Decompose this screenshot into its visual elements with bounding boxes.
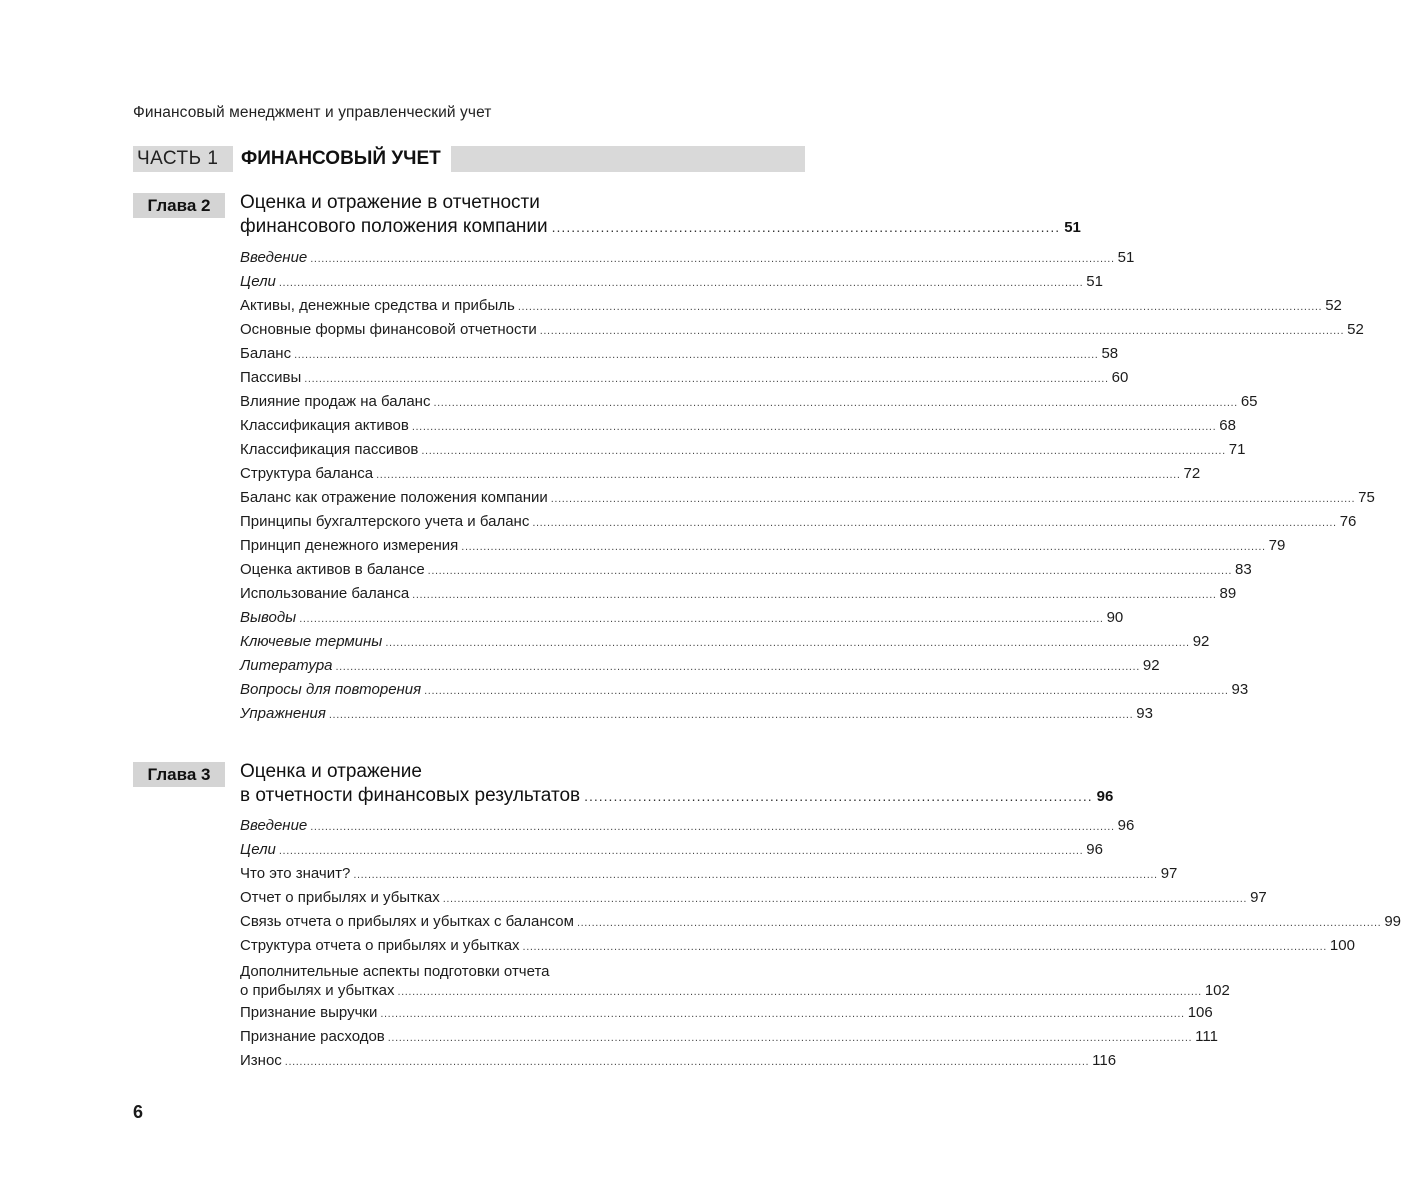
toc-entry-title: Оценка активов в балансе [240, 561, 425, 578]
toc-entry-title: Основные формы финансовой отчетности [240, 321, 537, 338]
part-bar-fill [451, 146, 805, 172]
toc-entry-page: 116 [1092, 1052, 1117, 1069]
toc-entry-title: Баланс как отражение положения компании [240, 489, 548, 506]
toc-entry-title: Цели [240, 841, 276, 858]
toc-entry-title: Введение [240, 817, 308, 834]
toc-entry[interactable] [240, 609, 1124, 633]
leader-dots: ............................................................................................................................................................................................................................ [294, 349, 1099, 361]
toc-entry-page: 51 [1086, 273, 1103, 290]
leader-dots: ............................................................................................................................................................................................................................ [299, 613, 1104, 625]
chapter-title-line1: Оценка и отражение в отчетности [240, 192, 540, 213]
toc-entry-title: Влияние продаж на баланс [240, 393, 431, 410]
toc-entry-title: Износ [240, 1052, 282, 1069]
toc-entry-page: 60 [1111, 369, 1129, 386]
leader-dots: ............................................................................................................................................................................................................................ [397, 986, 1202, 998]
leader-dots: ............................................................................................................................................................................................................................ [278, 845, 1084, 857]
toc-entry-title: Введение [240, 249, 308, 266]
leader-dots: ............................................................................................................................................................................................................................ [310, 253, 1115, 265]
leader-dots: ............................................................................................................................................................................................................................ [412, 589, 1217, 601]
leader-dots: ............................................................................................................................................................................................................................ [576, 917, 1382, 929]
leader-dots: ............................................................................................................................................................................................................................ [380, 1008, 1185, 1020]
leader-dots: ............................................................................................................................................................................................................................ [411, 421, 1217, 433]
toc-entry-title: Выводы [240, 609, 297, 626]
toc-entry[interactable] [240, 417, 1236, 441]
leader-dots: ............................................................................................................................................................................................................................ [532, 517, 1337, 529]
toc-entry[interactable] [240, 345, 1119, 369]
toc-entry-page: 92 [1142, 657, 1160, 674]
leader-dots: ............................................................................................................................................................................................................................ [522, 941, 1327, 953]
toc-entry-title: Классификация пассивов [240, 441, 419, 458]
chapter-page: 96 [1096, 788, 1114, 805]
toc-entry-title: Активы, денежные средства и прибыль [240, 297, 515, 314]
leader-dots: ............................................................................................................................................................................................................................ [353, 869, 1158, 881]
toc-entry[interactable] [240, 297, 1342, 321]
leader-dots: ............................................................................................................................................................................................................................ [550, 493, 1356, 505]
toc-entry-page: 71 [1228, 441, 1246, 458]
toc-entry[interactable] [240, 633, 1210, 657]
toc-entry-page: 99 [1384, 913, 1401, 930]
toc-entry[interactable] [240, 681, 1249, 705]
toc-entry-page: 75 [1358, 489, 1375, 506]
toc-entry[interactable] [240, 441, 1246, 465]
toc-entry[interactable] [240, 561, 1252, 585]
toc-entry[interactable] [240, 913, 1401, 937]
toc-entry-title: Признание расходов [240, 1028, 385, 1045]
chapter-label: Глава 2 [133, 193, 225, 218]
toc-entry-title: Вопросы для повторения [240, 681, 422, 698]
toc-entry-page: 96 [1117, 817, 1135, 834]
toc-entry-page: 93 [1231, 681, 1249, 698]
toc-entry[interactable] [240, 489, 1375, 513]
toc-entry[interactable] [240, 369, 1129, 393]
leader-dots: ............................................................................................................................................................................................................................ [442, 893, 1248, 905]
toc-entry-page: 83 [1235, 561, 1252, 578]
toc-entry-title: Классификация активов [240, 417, 409, 434]
leader-dots: ............................................................................................................................................................................................................................ [387, 1032, 1193, 1044]
toc-entry-title: Литература [240, 657, 333, 674]
toc-entry-page: 93 [1136, 705, 1153, 722]
toc-entry[interactable] [240, 465, 1201, 489]
toc-entry-page: 89 [1219, 585, 1237, 602]
toc-entry[interactable] [240, 513, 1357, 537]
toc-entry[interactable] [240, 961, 1230, 1004]
toc-entry-title-cont: о прибылях и убытках [240, 982, 395, 999]
chapter-toc [240, 817, 1401, 1076]
toc-entry[interactable] [240, 1028, 1218, 1052]
toc-entry-page: 51 [1117, 249, 1135, 266]
toc-entry-page: 76 [1339, 513, 1357, 530]
toc-entry[interactable] [240, 585, 1237, 609]
leader-dots: ........................................................................................................ [551, 219, 1061, 235]
leader-dots: ............................................................................................................................................................................................................................ [433, 397, 1238, 409]
toc-entry-title: Дополнительные аспекты подготовки отчета [240, 963, 550, 980]
toc-entry[interactable] [240, 841, 1103, 865]
toc-entry-page: 97 [1160, 865, 1178, 882]
toc-entry-title: Пассивы [240, 369, 302, 386]
toc-entry-title: Ключевые термины [240, 633, 383, 650]
toc-entry[interactable] [240, 1052, 1117, 1076]
toc-entry[interactable] [240, 937, 1355, 961]
leader-dots: ............................................................................................................................................................................................................................ [461, 541, 1266, 553]
chapter-page: 51 [1064, 219, 1081, 236]
part-header [133, 146, 805, 172]
toc-entry[interactable] [240, 1004, 1213, 1028]
running-head: Финансовый менеджмент и управленческий учет [133, 104, 492, 121]
part-title: ФИНАНСОВЫЙ УЧЕТ [241, 148, 441, 169]
chapter-toc [240, 249, 1375, 729]
leader-dots: ............................................................................................................................................................................................................................ [278, 277, 1084, 289]
toc-entry-title: Признание выручки [240, 1004, 378, 1021]
toc-entry-page: 58 [1101, 345, 1119, 362]
toc-entry[interactable] [240, 273, 1103, 297]
toc-entry-title: Упражнения [240, 705, 326, 722]
toc-entry[interactable] [240, 537, 1286, 561]
chapter-title[interactable] [240, 760, 1114, 809]
toc-entry-title: Принцип денежного измерения [240, 537, 459, 554]
leader-dots: ............................................................................................................................................................................................................................ [427, 565, 1233, 577]
toc-entry-title: Отчет о прибылях и убытках [240, 889, 440, 906]
leader-dots: ............................................................................................................................................................................................................................ [376, 469, 1181, 481]
toc-entry[interactable] [240, 249, 1135, 273]
toc-entry-page: 111 [1195, 1028, 1218, 1045]
toc-entry-page: 97 [1250, 889, 1267, 906]
chapter-title-line2: в отчетности финансовых результатов [240, 785, 581, 806]
part-title-box [233, 146, 451, 172]
part-number: ЧАСТЬ 1 [137, 148, 219, 169]
chapter-title[interactable] [240, 191, 1081, 240]
toc-entry-page: 68 [1219, 417, 1236, 434]
toc-entry-title: Использование баланса [240, 585, 410, 602]
toc-entry-page: 92 [1192, 633, 1210, 650]
toc-entry-page: 106 [1187, 1004, 1213, 1021]
toc-entry-page: 90 [1106, 609, 1124, 626]
leader-dots: ............................................................................................................................................................................................................................ [304, 373, 1109, 385]
toc-entry-page: 65 [1240, 393, 1258, 410]
leader-dots: ............................................................................................................................................................................................................................ [517, 301, 1323, 313]
toc-entry-title: Цели [240, 273, 276, 290]
chapter-title-line2: финансового положения компании [240, 216, 548, 237]
toc-entry[interactable] [240, 889, 1267, 913]
leader-dots: ............................................................................................................................................................................................................................ [424, 685, 1229, 697]
leader-dots: ............................................................................................................................................................................................................................ [539, 325, 1345, 337]
leader-dots: ............................................................................................................................................................................................................................ [328, 709, 1134, 721]
toc-entry-page: 52 [1325, 297, 1342, 314]
toc-entry[interactable] [240, 865, 1178, 889]
page-number: 6 [133, 1102, 144, 1122]
toc-entry-page: 72 [1183, 465, 1201, 482]
toc-entry[interactable] [240, 817, 1135, 841]
chapter-label: Глава 3 [133, 762, 225, 787]
toc-entry-page: 79 [1268, 537, 1286, 554]
toc-entry-page: 52 [1347, 321, 1364, 338]
chapter-title-line1: Оценка и отражение [240, 761, 422, 782]
leader-dots: ............................................................................................................................................................................................................................ [421, 445, 1226, 457]
toc-entry[interactable] [240, 321, 1364, 345]
leader-dots: ........................................................................................................ [584, 788, 1093, 804]
toc-entry-page: 100 [1329, 937, 1355, 954]
toc-entry-title: Что это значит? [240, 865, 351, 882]
toc-entry-title: Структура отчета о прибылях и убытках [240, 937, 520, 954]
toc-entry-title: Структура баланса [240, 465, 374, 482]
leader-dots: ............................................................................................................................................................................................................................ [385, 637, 1190, 649]
leader-dots: ............................................................................................................................................................................................................................ [284, 1056, 1090, 1068]
toc-entry-title: Принципы бухгалтерского учета и баланс [240, 513, 530, 530]
toc-entry[interactable] [240, 705, 1153, 729]
toc-entry-title: Связь отчета о прибылях и убытках с балансом [240, 913, 574, 930]
toc-entry-page: 96 [1086, 841, 1103, 858]
toc-entry[interactable] [240, 657, 1160, 681]
leader-dots: ............................................................................................................................................................................................................................ [335, 661, 1140, 673]
toc-entry[interactable] [240, 393, 1258, 417]
leader-dots: ............................................................................................................................................................................................................................ [310, 821, 1115, 833]
toc-entry-page: 102 [1204, 982, 1230, 999]
toc-entry-title: Баланс [240, 345, 292, 362]
